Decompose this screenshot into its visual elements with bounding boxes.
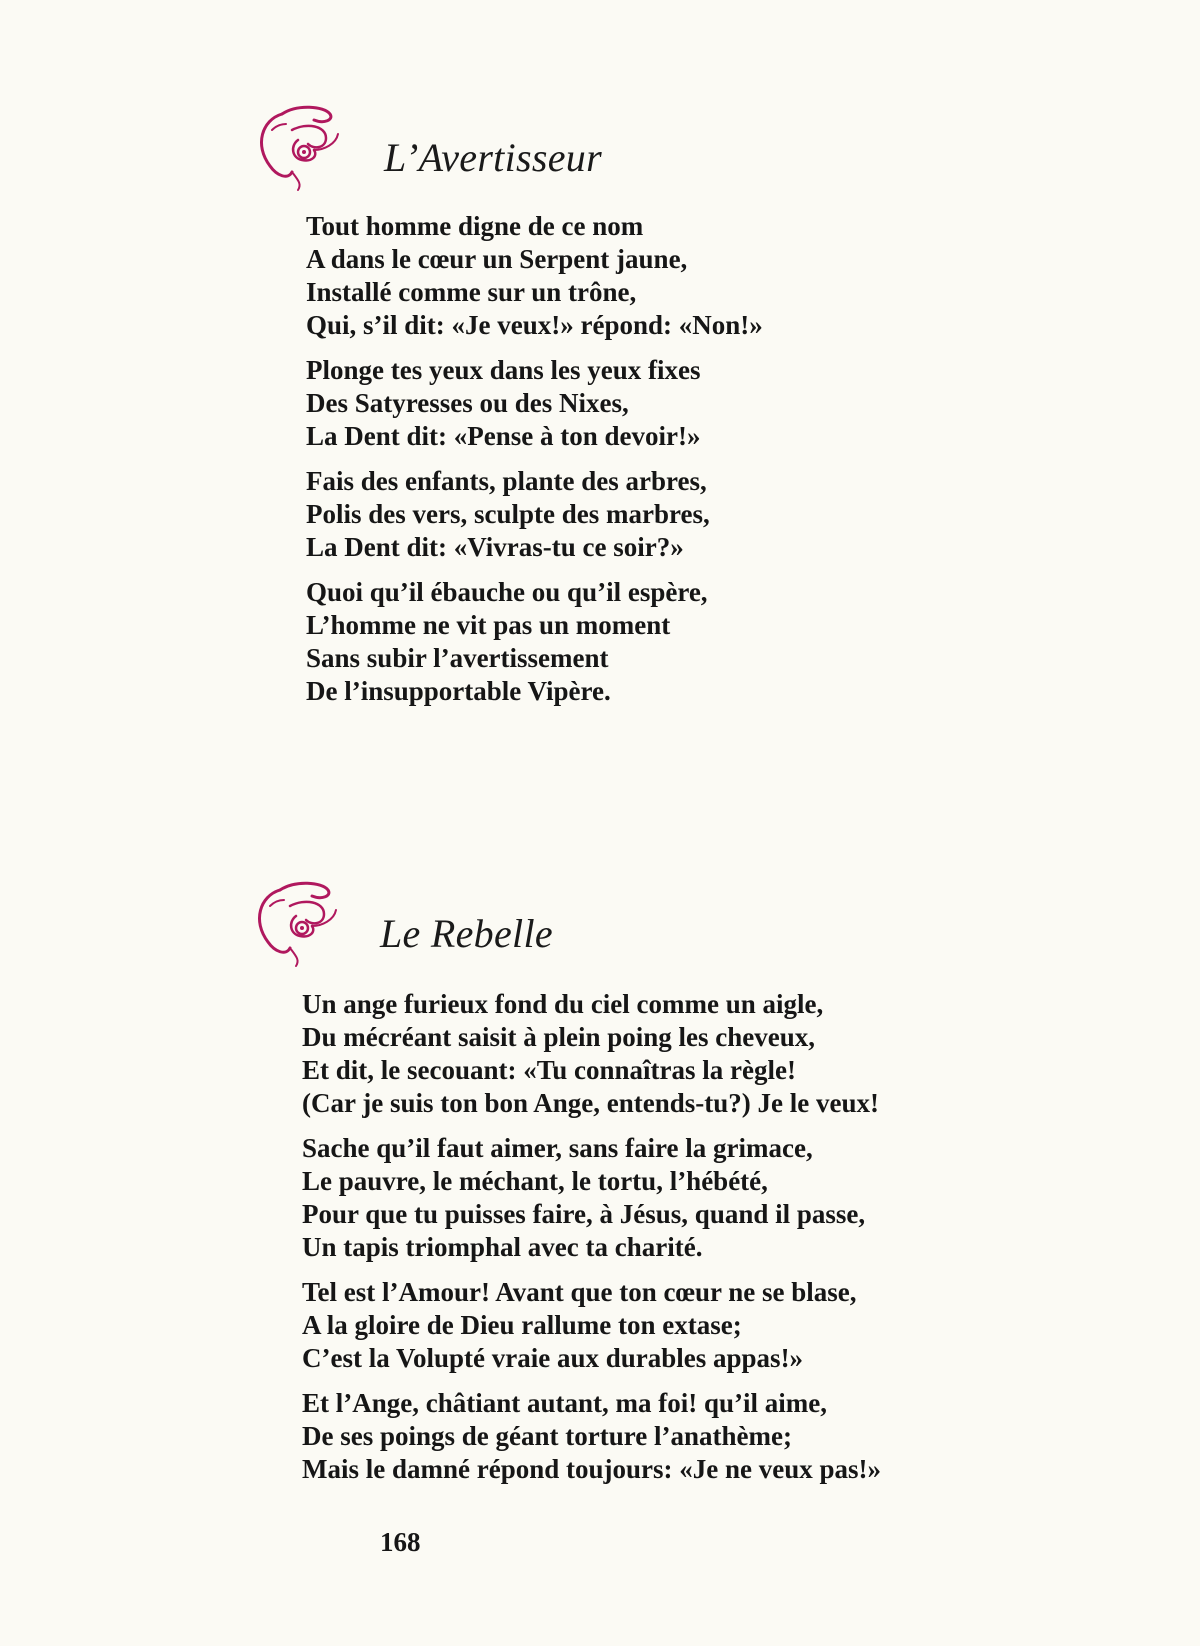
stanza	[306, 354, 906, 453]
verse-line: Quoi qu’il ébauche ou qu’il espère,	[306, 577, 708, 607]
stanza	[302, 1132, 1022, 1264]
stanza	[306, 465, 906, 564]
verse-line: Un ange furieux fond du ciel comme un aigle,	[302, 989, 824, 1019]
verse-line: Mais le damné répond toujours: «Je ne veux pas!»	[302, 1454, 881, 1484]
verse-line: Fais des enfants, plante des arbres,	[306, 466, 707, 496]
verse-line: Polis des vers, sculpte des marbres,	[306, 499, 710, 529]
stanza	[306, 210, 906, 342]
verse-line: Pour que tu puisses faire, à Jésus, quand il passe,	[302, 1199, 866, 1229]
verse-line: Tout homme digne de ce nom	[306, 211, 644, 241]
verse-line: C’est la Volupté vraie aux durables appas!»	[302, 1343, 804, 1373]
verse-line: Le pauvre, le méchant, le tortu, l’hébété,	[302, 1166, 768, 1196]
verse-line: De ses poings de géant torture l’anathème;	[302, 1421, 792, 1451]
poem-body	[306, 210, 906, 708]
verse-line: Des Satyresses ou des Nixes,	[306, 388, 629, 418]
floral-ornament-icon	[250, 876, 350, 968]
verse-line: Qui, s’il dit: «Je veux!» répond: «Non!»	[306, 310, 763, 340]
page-number: 168	[380, 1527, 421, 1557]
verse-line: Et dit, le secouant: «Tu connaîtras la règle!	[302, 1055, 796, 1085]
verse-line: Installé comme sur un trône,	[306, 277, 637, 307]
verse-line: A la gloire de Dieu rallume ton extase;	[302, 1310, 742, 1340]
verse-line: L’homme ne vit pas un moment	[306, 610, 671, 640]
poem-body	[302, 988, 1022, 1486]
verse-line: A dans le cœur un Serpent jaune,	[306, 244, 688, 274]
verse-line: Sache qu’il faut aimer, sans faire la grimace,	[302, 1133, 813, 1163]
verse-line: (Car je suis ton bon Ange, entends-tu?) Je le veux!	[302, 1088, 880, 1118]
stanza	[302, 1387, 1022, 1486]
verse-line: Plonge tes yeux dans les yeux fixes	[306, 355, 701, 385]
poem-title: Le Rebelle	[380, 911, 553, 956]
stanza	[306, 576, 906, 708]
floral-ornament-icon	[252, 100, 352, 192]
verse-line: La Dent dit: «Vivras-tu ce soir?»	[306, 532, 684, 562]
verse-line: Du mécréant saisit à plein poing les cheveux,	[302, 1022, 815, 1052]
verse-line: Un tapis triomphal avec ta charité.	[302, 1232, 703, 1262]
verse-line: Tel est l’Amour! Avant que ton cœur ne se blase,	[302, 1277, 857, 1307]
stanza	[302, 988, 1022, 1120]
verse-line: Sans subir l’avertissement	[306, 643, 609, 673]
verse-line: De l’insupportable Vipère.	[306, 676, 611, 706]
verse-line: La Dent dit: «Pense à ton devoir!»	[306, 421, 701, 451]
stanza	[302, 1276, 1022, 1375]
poem-title: L’Avertisseur	[384, 135, 602, 180]
verse-line: Et l’Ange, châtiant autant, ma foi! qu’il aime,	[302, 1388, 827, 1418]
